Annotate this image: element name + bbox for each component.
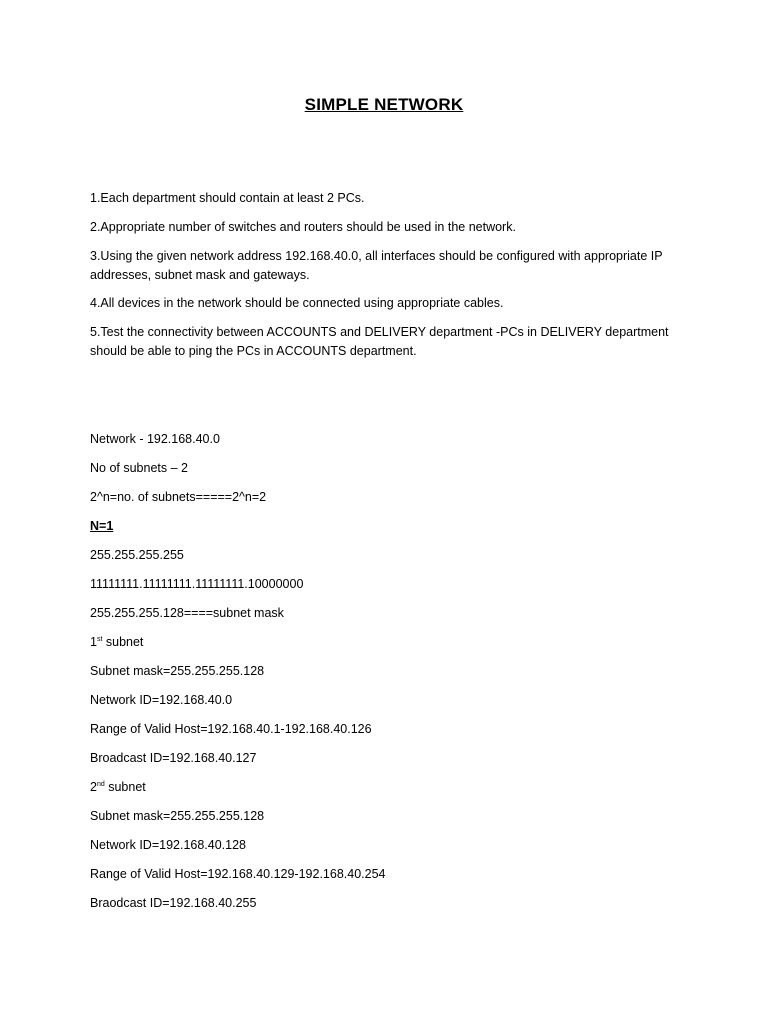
requirement-3: 3.Using the given network address 192.168.40.0, all interfaces should be configured with appropriate IP addresses, subnet mask and gateways. <box>90 249 663 282</box>
page-title: SIMPLE NETWORK <box>304 95 464 114</box>
subnet-2-mask: Subnet mask=255.255.255.128 <box>90 809 265 823</box>
subnet-1-heading <box>90 634 143 650</box>
subnet-2-heading <box>90 779 146 795</box>
full-mask: 255.255.255.255 <box>90 548 184 562</box>
subnet-1-mask: Subnet mask=255.255.255.128 <box>90 664 265 678</box>
requirement-2: 2.Appropriate number of switches and routers should be used in the network. <box>90 220 516 234</box>
subnet-1-broadcast: Broadcast ID=192.168.40.127 <box>90 751 257 765</box>
requirement-4: 4.All devices in the network should be connected using appropriate cables. <box>90 296 504 310</box>
subnet-1-ordinal: st <box>96 636 103 643</box>
subnet-1-label: subnet <box>102 635 144 649</box>
requirement-5: 5.Test the connectivity between ACCOUNTS and DELIVERY department -PCs in DELIVERY department should be able to ping the PCs in ACCOUNTS department. <box>90 325 669 358</box>
subnet-formula: 2^n=no. of subnets=====2^n=2 <box>90 490 267 504</box>
subnet-1-network-id: Network ID=192.168.40.0 <box>90 693 233 707</box>
requirement-1: 1.Each department should contain at least 2 PCs. <box>90 191 365 205</box>
subnet-2-range: Range of Valid Host=192.168.40.129-192.168.40.254 <box>90 867 386 881</box>
subnet-2-ordinal: nd <box>96 781 105 788</box>
subnet-1-number: 1 <box>90 635 97 649</box>
subnet-2-label: subnet <box>104 780 146 794</box>
subnet-mask-line: 255.255.255.128====subnet mask <box>90 606 284 620</box>
subnet-2-number: 2 <box>90 780 97 794</box>
network-address: Network - 192.168.40.0 <box>90 432 220 446</box>
number-of-subnets: No of subnets – 2 <box>90 461 188 475</box>
n-value: N=1 <box>90 519 114 533</box>
subnet-2-broadcast: Braodcast ID=192.168.40.255 <box>90 896 257 910</box>
subnet-2-network-id: Network ID=192.168.40.128 <box>90 838 247 852</box>
binary-mask: 11111111.11111111.11111111.10000000 <box>90 577 304 591</box>
subnet-1-range: Range of Valid Host=192.168.40.1-192.168.40.126 <box>90 722 372 736</box>
